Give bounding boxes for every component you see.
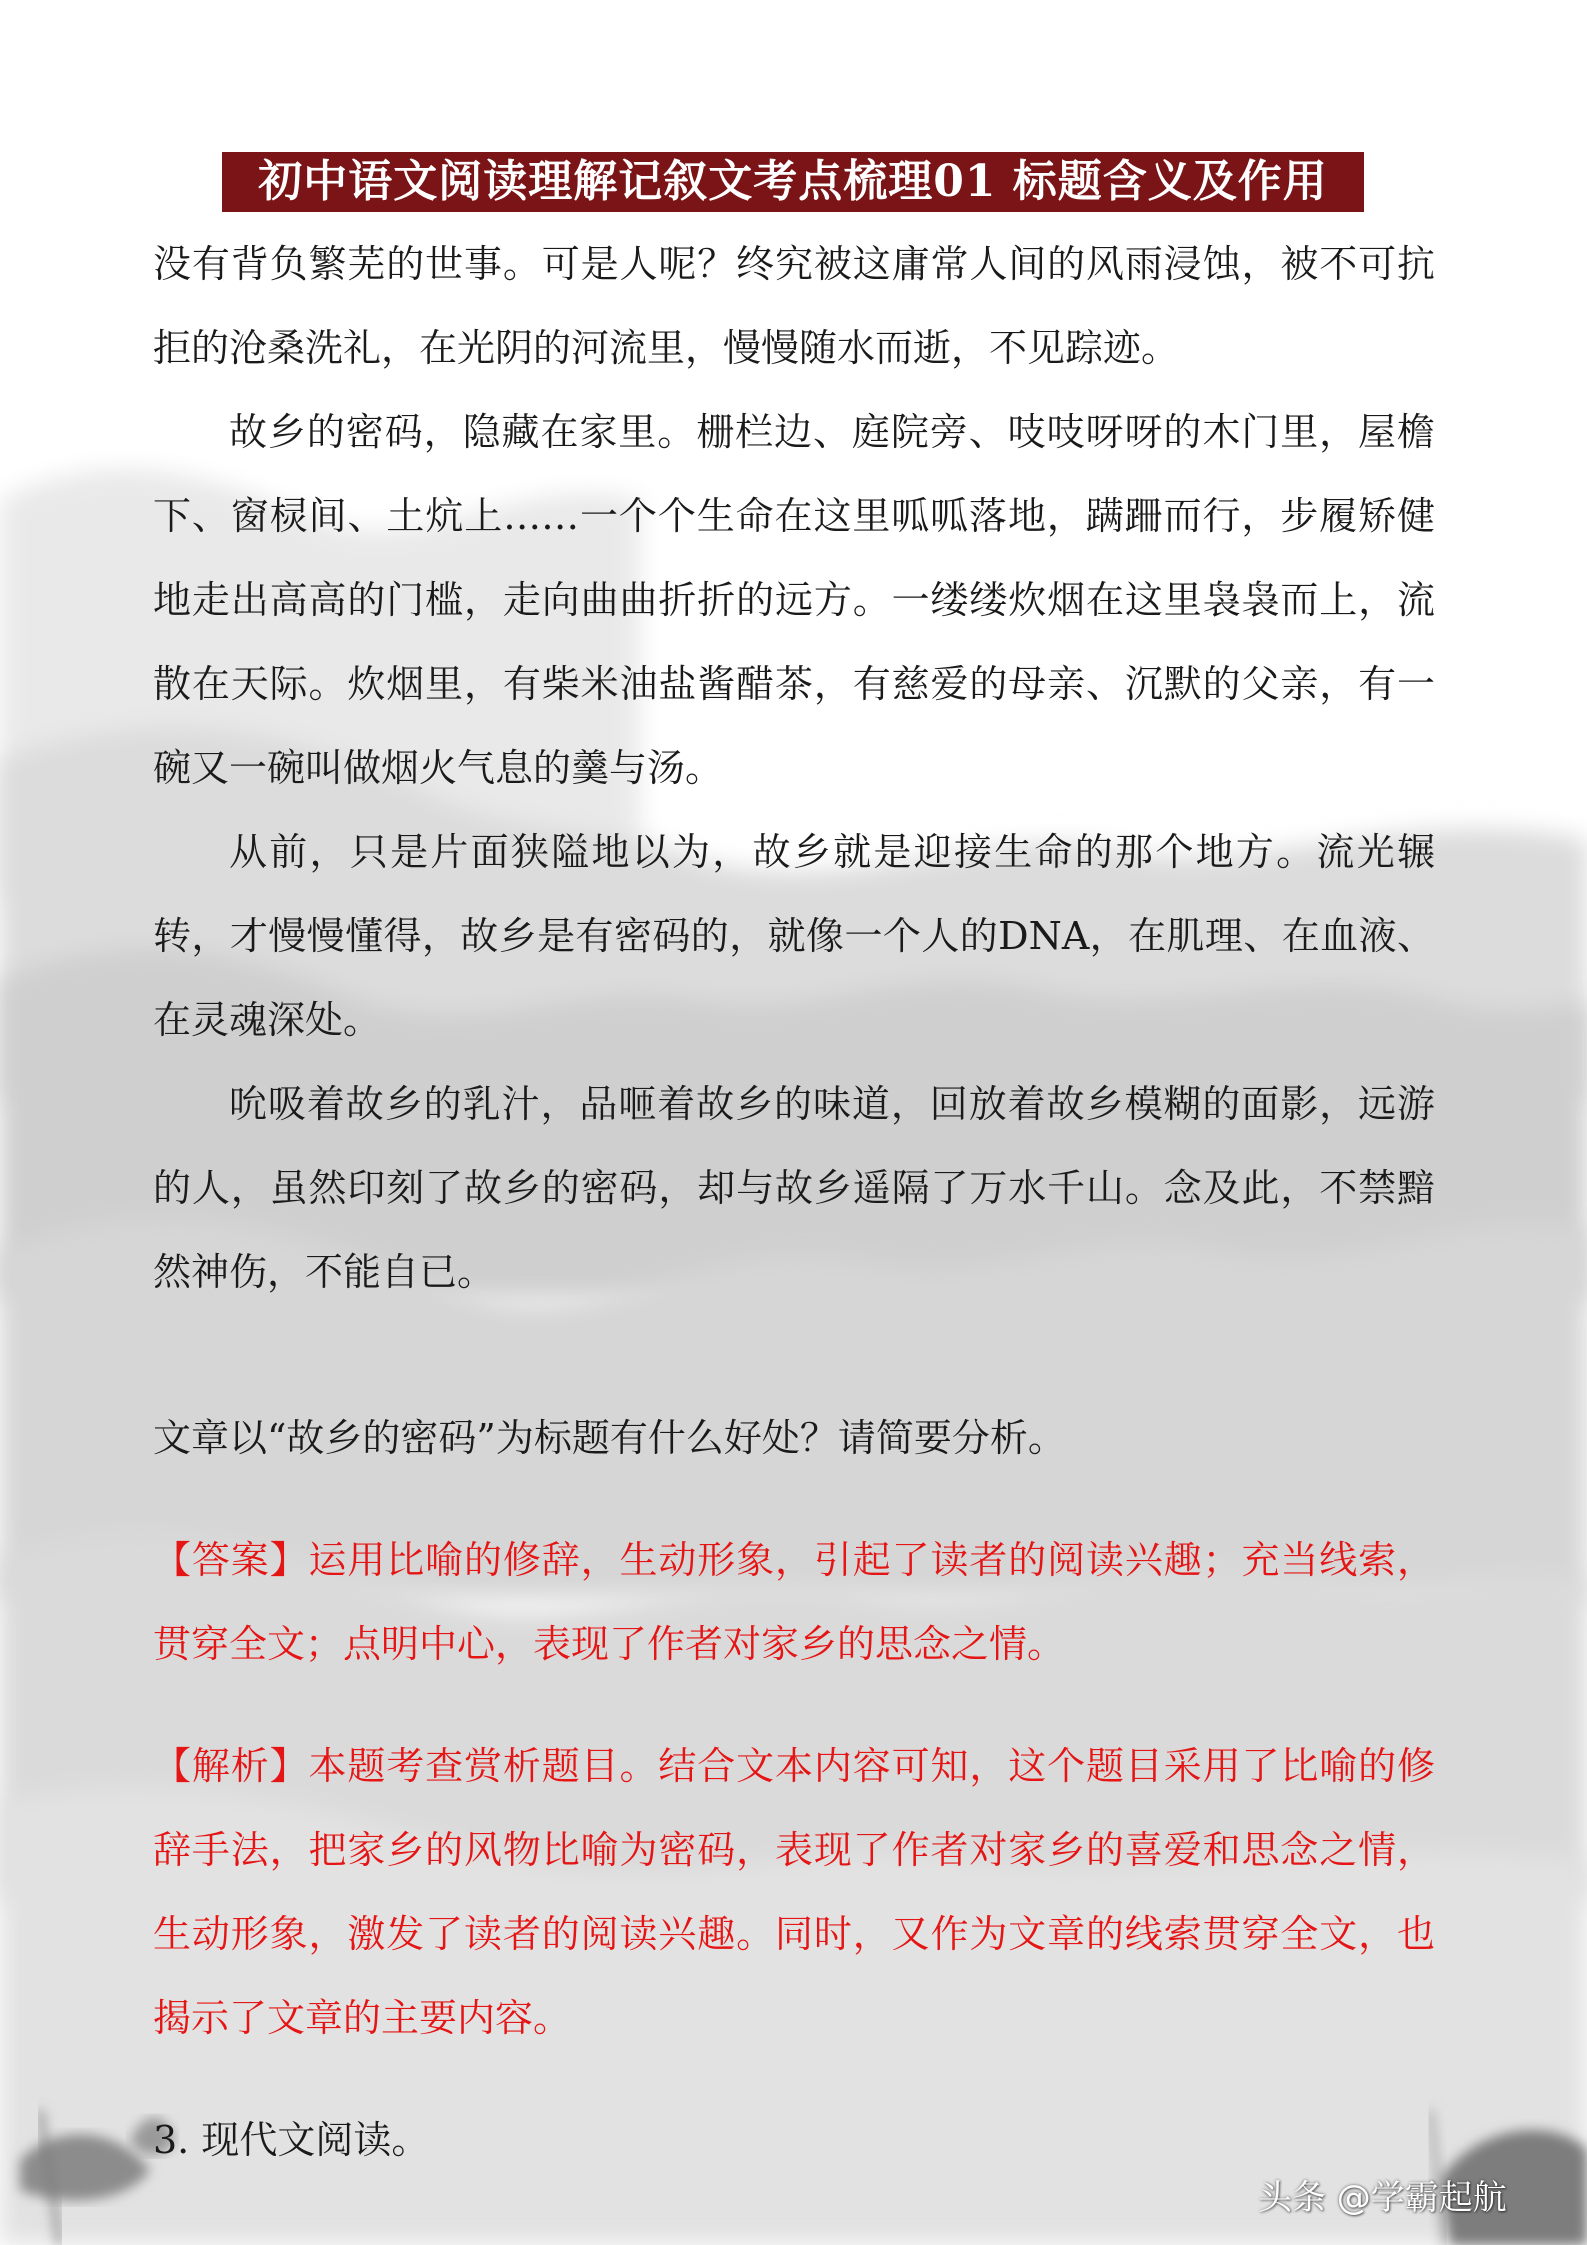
passage-paragraph-2: 故乡的密码，隐藏在家里。栅栏边、庭院旁、吱吱呀呀的木门里，屋檐下、窗棂间、土炕上……一个个生命在这里呱呱落地，蹒跚而行，步履矫健地走出高高的门槛，走向曲曲折折的远方。一缕缕炊烟在这里袅袅而上，流散在天际。炊烟里，有柴米油盐酱醋茶，有慈爱的母亲、沉默的父亲，有一碗又一碗叫做烟火气息的羹与汤。 xyxy=(153,410,1435,790)
question-text: 文章以“故乡的密码”为标题有什么好处？请简要分析。 xyxy=(153,1416,1066,1460)
article-content xyxy=(153,222,1435,2220)
passage-paragraph-1: 没有背负繁芜的世事。可是人呢？终究被这庸常人间的风雨浸蚀，被不可抗拒的沧桑洗礼，在光阴的河流里，慢慢随水而逝，不见踪迹。 xyxy=(153,242,1435,370)
analysis-block xyxy=(153,1724,1435,2060)
analysis-tag: 【解析】 xyxy=(153,1744,309,1788)
answer-text: 运用比喻的修辞，生动形象，引起了读者的阅读兴趣；充当线索，贯穿全文；点明中心，表现了作者对家乡的思念之情。 xyxy=(153,1538,1435,1666)
passage-paragraph-4: 吮吸着故乡的乳汁，品咂着故乡的味道，回放着故乡模糊的面影，远游的人，虽然印刻了故乡的密码，却与故乡遥隔了万水千山。念及此，不禁黯然神伤，不能自已。 xyxy=(153,1082,1435,1294)
next-question-heading: 3. 现代文阅读。 xyxy=(153,2118,430,2162)
page-title: 初中语文阅读理解记叙文考点梳理01 标题含义及作用 xyxy=(222,152,1364,212)
answer-tag: 【答案】 xyxy=(153,1538,309,1582)
passage-paragraph-3: 从前，只是片面狭隘地以为，故乡就是迎接生命的那个地方。流光辗转，才慢慢懂得，故乡是有密码的，就像一个人的DNA，在肌理、在血液、在灵魂深处。 xyxy=(153,830,1435,1042)
analysis-text: 本题考查赏析题目。结合文本内容可知，这个题目采用了比喻的修辞手法，把家乡的风物比喻为密码，表现了作者对家乡的喜爱和思念之情，生动形象，激发了读者的阅读兴趣。同时，又作为文章的线索贯穿全文，也揭示了文章的主要内容。 xyxy=(153,1744,1435,2040)
answer-block xyxy=(153,1518,1435,1686)
source-watermark: 头条 @学霸起航 xyxy=(1258,2178,1507,2218)
